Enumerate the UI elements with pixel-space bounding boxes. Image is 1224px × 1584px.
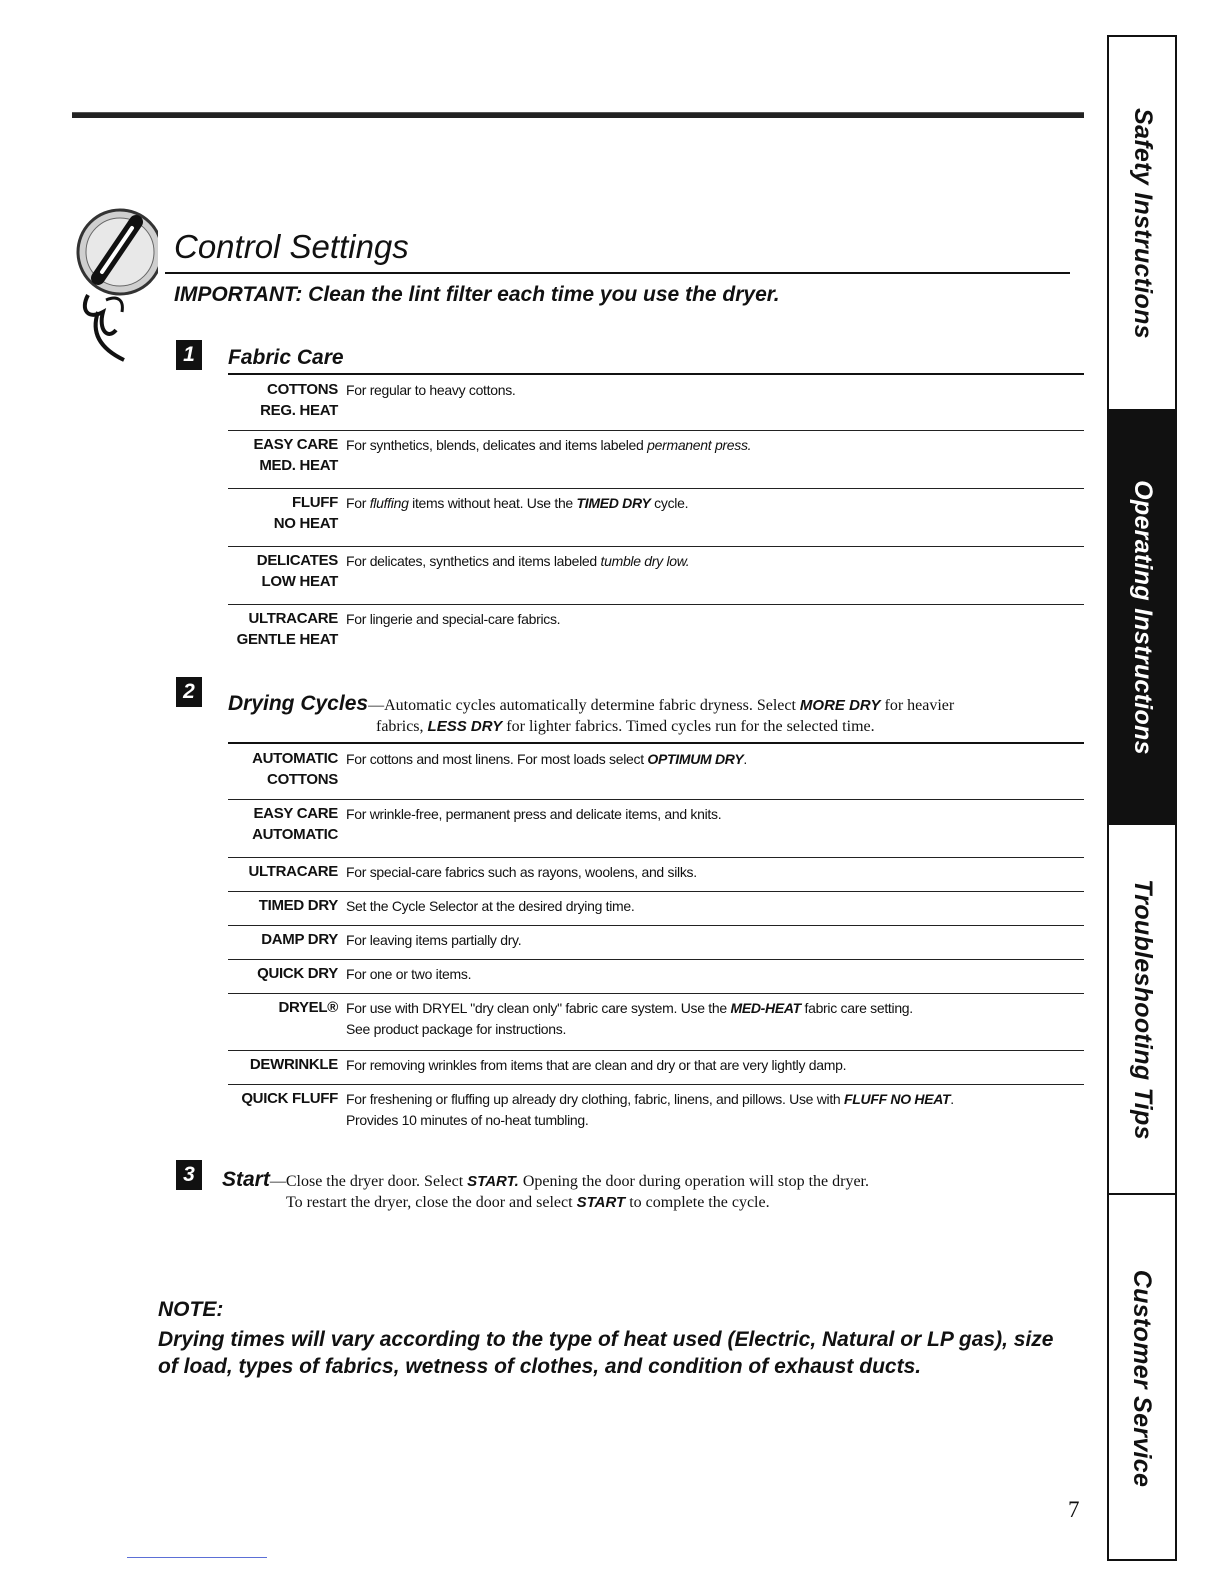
- cycle-label: DEWRINKLE: [249, 1056, 338, 1073]
- footer-line: [127, 1557, 267, 1558]
- table-row: [228, 800, 1084, 858]
- table-row: [228, 547, 1084, 605]
- cycle-description: For one or two items.: [346, 966, 472, 982]
- setting-description: For lingerie and special-care fabrics.: [346, 611, 561, 627]
- title-rule: [165, 272, 1070, 274]
- page-title: Control Settings: [174, 228, 409, 265]
- setting-label: FLUFF NO HEAT: [273, 494, 338, 532]
- cycle-label: EASY CARE AUTOMATIC: [252, 805, 338, 843]
- tab-troubleshooting-tips[interactable]: [1109, 823, 1175, 1195]
- start-line2: To restart the dryer, close the door and select START to complete the cycle.: [286, 1194, 770, 1211]
- setting-label: EASY CARE MED. HEAT: [253, 436, 338, 474]
- important-notice: IMPORTANT: Clean the lint filter each time you use the dryer.: [174, 283, 780, 306]
- tab-label: Troubleshooting Tips: [1128, 878, 1157, 1140]
- cycle-description: For cottons and most linens. For most loads select OPTIMUM DRY.: [346, 751, 747, 767]
- section-rule: [228, 742, 1084, 744]
- tab-customer-service[interactable]: [1109, 1195, 1175, 1561]
- cycle-label: QUICK FLUFF: [241, 1090, 338, 1107]
- control-knob-hand-icon: [58, 200, 158, 380]
- table-row: [228, 1085, 1084, 1141]
- setting-description: For regular to heavy cottons.: [346, 382, 516, 398]
- section-number-2: 2: [176, 677, 202, 707]
- table-row: [228, 892, 1084, 926]
- page-number: 7: [1068, 1497, 1080, 1522]
- cycle-label: ULTRACARE: [248, 863, 338, 880]
- setting-label: COTTONS REG. HEAT: [260, 381, 338, 419]
- table-row: [228, 960, 1084, 994]
- tab-safety-instructions[interactable]: [1109, 37, 1175, 411]
- cycle-description: For freshening or fluffing up already dry clothing, fabric, linens, and pillows. Use with FLUFF NO HEAT. Provides 10 minutes of no-heat tumbling.: [346, 1091, 954, 1128]
- table-row: [228, 376, 1084, 431]
- table-row: [228, 926, 1084, 960]
- section-number-1: 1: [176, 340, 202, 370]
- cycle-label: DAMP DRY: [261, 931, 338, 948]
- drying-cycles-intro-line2: fabrics, LESS DRY for lighter fabrics. Timed cycles run for the selected time.: [376, 718, 875, 735]
- section-title-start: Start—Close the dryer door. Select START. Opening the door during operation will stop the dryer.: [222, 1168, 869, 1191]
- setting-description: For fluffing items without heat. Use the TIMED DRY cycle.: [346, 495, 689, 511]
- table-row: [228, 745, 1084, 800]
- section-title-drying-cycles: Drying Cycles—Automatic cycles automatically determine fabric dryness. Select MORE DRY for heavier: [228, 692, 955, 715]
- setting-label: DELICATES LOW HEAT: [256, 552, 338, 590]
- tab-operating-instructions[interactable]: [1109, 411, 1175, 823]
- fabric-care-table: [228, 376, 1084, 663]
- section-number-3: 3: [176, 1160, 202, 1190]
- cycle-label: DRYEL®: [278, 999, 338, 1016]
- table-row: [228, 1051, 1084, 1085]
- cycle-description: For removing wrinkles from items that are clean and dry or that are very lightly damp.: [346, 1057, 847, 1073]
- drying-cycles-table: [228, 745, 1084, 1141]
- note-text: Drying times will vary according to the type of heat used (Electric, Natural or LP gas), size of load, types of fabrics, wetness of clothes, and condition of exhaust ducts.: [158, 1328, 1054, 1378]
- table-row: [228, 431, 1084, 489]
- side-tabs: [1107, 35, 1177, 1561]
- table-row: [228, 994, 1084, 1051]
- tab-label: Safety Instructions: [1128, 107, 1157, 339]
- setting-description: For delicates, synthetics and items labeled tumble dry low.: [346, 553, 690, 569]
- table-row: [228, 858, 1084, 892]
- tab-label: Customer Service: [1128, 1269, 1157, 1487]
- cycle-description: For leaving items partially dry.: [346, 932, 522, 948]
- cycle-description: Set the Cycle Selector at the desired drying time.: [346, 898, 635, 914]
- table-row: [228, 605, 1084, 663]
- cycle-label: AUTOMATIC COTTONS: [252, 750, 338, 788]
- section-title-fabric-care: Fabric Care: [228, 346, 344, 369]
- cycle-description: For wrinkle-free, permanent press and delicate items, and knits.: [346, 806, 722, 822]
- table-row: [228, 489, 1084, 547]
- note-heading: NOTE:: [158, 1298, 224, 1321]
- cycle-description: For use with DRYEL "dry clean only" fabric care system. Use the MED-HEAT fabric care setting. See product package for instructions.: [346, 1000, 913, 1037]
- top-rule: [72, 112, 1084, 118]
- cycle-label: TIMED DRY: [258, 897, 338, 914]
- section-rule: [228, 373, 1084, 375]
- tab-label: Operating Instructions: [1128, 479, 1157, 755]
- cycle-label: QUICK DRY: [257, 965, 338, 982]
- setting-label: ULTRACARE GENTLE HEAT: [236, 610, 338, 648]
- setting-description: For synthetics, blends, delicates and items labeled permanent press.: [346, 437, 752, 453]
- cycle-description: For special-care fabrics such as rayons, woolens, and silks.: [346, 864, 697, 880]
